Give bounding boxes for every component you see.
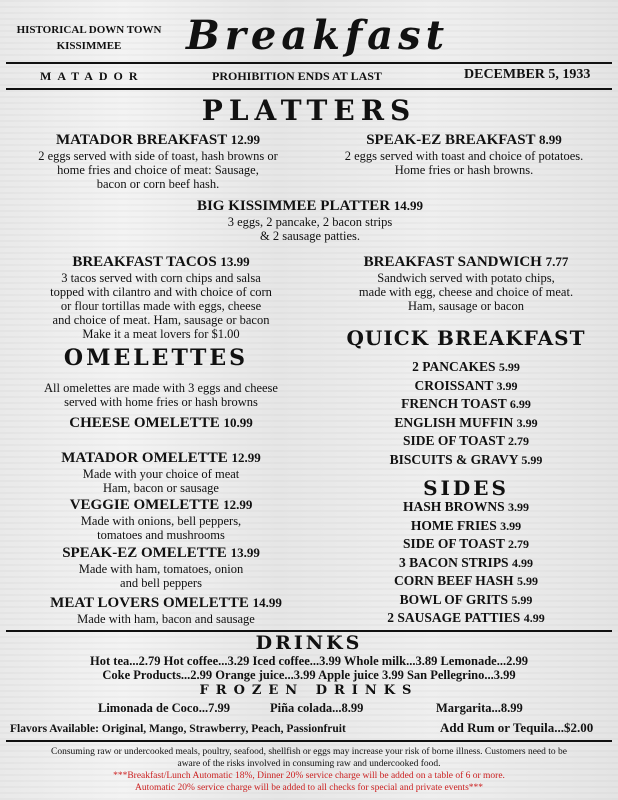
item-desc: 2 eggs served with toast and choice of potatoes. xyxy=(344,149,584,163)
item-price: 6.99 xyxy=(509,397,531,411)
item-name: MEAT LOVERS OMELETTE xyxy=(50,595,249,611)
item-price: 12.99 xyxy=(230,132,260,147)
item-name: 2 PANCAKES xyxy=(412,359,496,374)
item-desc: and choice of meat. Ham, sausage or bacon xyxy=(52,313,270,327)
platter-matador-breakfast xyxy=(6,132,310,191)
item-name: CORN BEEF HASH xyxy=(394,573,514,588)
item-name: SPEAK-EZ OMELETTE xyxy=(62,545,227,561)
list-item xyxy=(318,432,614,451)
list-item xyxy=(318,572,614,591)
item-name: BREAKFAST SANDWICH xyxy=(363,254,542,270)
item-name: ENGLISH MUFFIN xyxy=(394,414,514,430)
item-price: 13.99 xyxy=(230,545,260,560)
list-item xyxy=(318,451,614,470)
item-price: 3.99 xyxy=(500,518,522,533)
list-item xyxy=(318,498,614,517)
item-price: 5.99 xyxy=(521,452,543,467)
footer-service-charge: Automatic 20% service charge will be added to all checks for special and private events*** xyxy=(134,783,484,793)
menu-date: DECEMBER 5, 1933 xyxy=(464,67,591,82)
item-price: 3.99 xyxy=(508,500,530,514)
location-line-1: HISTORICAL DOWN TOWN xyxy=(16,24,162,36)
item-desc: Made with your choice of meat xyxy=(82,467,240,481)
item-desc: home fries and choice of meat: Sausage, xyxy=(57,163,259,177)
omelettes-intro xyxy=(6,381,316,409)
flavors-available: Flavors Available: Original, Mango, Strawberry, Peach, Passionfruit xyxy=(10,723,346,735)
item-price: 2.79 xyxy=(507,537,529,551)
list-item xyxy=(318,395,614,414)
item-name: VEGGIE OMELETTE xyxy=(69,497,220,513)
item-name: SIDE OF TOAST xyxy=(403,536,505,551)
item-name: HASH BROWNS xyxy=(402,499,505,514)
list-item xyxy=(318,535,614,554)
item-name: HOME FRIES xyxy=(410,517,497,533)
location-line-2: KISSIMMEE xyxy=(56,40,122,52)
drinks-line-2: Coke Products...2.99 Orange juice...3.99 Apple juice 3.99 San Pellegrino...3.99 xyxy=(102,668,516,682)
list-item xyxy=(318,517,614,536)
platter-breakfast-sandwich xyxy=(318,254,614,313)
item-name: BOWL OF GRITS xyxy=(399,591,508,607)
item-price: 7.77 xyxy=(545,254,569,269)
item-price: 5.99 xyxy=(498,360,520,374)
item-name: MATADOR BREAKFAST xyxy=(56,132,227,148)
item-name: BISCUITS & GRAVY xyxy=(389,451,518,467)
item-price: 8.99 xyxy=(539,132,562,147)
item-desc: topped with cilantro and with choice of corn xyxy=(50,285,272,299)
item-name: BREAKFAST TACOS xyxy=(72,254,217,270)
item-desc: 3 tacos served with corn chips and salsa xyxy=(61,271,261,285)
item-price: 10.99 xyxy=(223,415,253,430)
item-desc: made with egg, cheese and choice of meat. xyxy=(358,285,574,299)
quick-breakfast-heading: QUICK BREAKFAST xyxy=(346,326,586,350)
item-desc: Made with ham, bacon and sausage xyxy=(77,612,255,626)
item-price: 12.99 xyxy=(223,497,253,512)
item-name: 2 SAUSAGE PATTIES xyxy=(387,610,521,625)
item-desc: Made with onions, bell peppers, xyxy=(80,514,242,528)
item-desc: bacon or corn beef hash. xyxy=(96,177,220,191)
item-desc: Made with ham, tomatoes, onion xyxy=(78,562,244,576)
header-divider-top xyxy=(6,62,612,64)
platter-speakez-breakfast xyxy=(314,132,614,177)
drinks-heading: DRINKS xyxy=(255,632,363,654)
omelette-meat-lovers xyxy=(6,595,326,626)
item-price: 14.99 xyxy=(393,198,424,213)
item-price: 4.99 xyxy=(523,611,545,625)
location-label xyxy=(14,22,164,54)
platter-breakfast-tacos xyxy=(6,254,316,341)
tagline: PROHIBITION ENDS AT LAST xyxy=(212,69,382,83)
frozen-drink-margarita: Margarita...8.99 xyxy=(436,701,523,715)
item-desc: or flour tortillas made with eggs, cheese xyxy=(60,299,262,313)
item-name: CHEESE OMELETTE xyxy=(69,415,220,431)
item-desc: Sandwich served with potato chips, xyxy=(377,271,555,285)
item-desc: Ham, sausage or bacon xyxy=(408,299,524,313)
item-price: 5.99 xyxy=(516,574,538,588)
rum-tequila-addon: Add Rum or Tequila...$2.00 xyxy=(440,720,594,735)
sides-list xyxy=(318,498,614,628)
item-name: MATADOR OMELETTE xyxy=(61,450,228,466)
list-item xyxy=(318,591,614,610)
item-price: 12.99 xyxy=(231,450,261,465)
item-desc: 3 eggs, 2 pancake, 2 bacon strips xyxy=(227,215,393,229)
list-item xyxy=(318,554,614,573)
frozen-drink-pina-colada: Piña colada...8.99 xyxy=(270,701,364,715)
omelettes-intro-line: All omelettes are made with 3 eggs and cheese xyxy=(44,381,278,395)
item-desc: 2 eggs served with side of toast, hash browns or xyxy=(38,149,278,163)
footer-divider xyxy=(6,740,612,742)
item-price: 3.99 xyxy=(496,378,518,393)
platter-big-kissimmee xyxy=(100,198,520,243)
frozen-drinks-heading: FROZEN DRINKS xyxy=(199,683,419,698)
footer-service-charge: ***Breakfast/Lunch Automatic 18%, Dinner 20% service charge will be added on a table of 6 or more. xyxy=(113,771,505,781)
item-name: 3 BACON STRIPS xyxy=(399,554,509,570)
header-divider-bottom xyxy=(6,88,612,90)
item-name: BIG KISSIMMEE PLATTER xyxy=(196,198,391,214)
page-title: Breakfast xyxy=(186,12,450,59)
item-name: SIDE OF TOAST xyxy=(403,433,505,448)
item-price: 3.99 xyxy=(516,415,538,430)
platters-heading: PLATTERS xyxy=(201,94,417,127)
omelette-speakez xyxy=(6,545,316,590)
item-name: SPEAK-EZ BREAKFAST xyxy=(366,132,536,148)
footer-disclaimer xyxy=(6,746,612,794)
list-item xyxy=(318,609,614,628)
item-desc: and bell peppers xyxy=(120,576,202,590)
item-price: 4.99 xyxy=(511,555,533,570)
item-price: 13.99 xyxy=(220,254,250,269)
omelettes-heading: OMELETTES xyxy=(63,345,249,371)
footer-line: Consuming raw or undercooked meals, poultry, seafood, shellfish or eggs may increase your risk of borne illness. Customers need to be xyxy=(51,747,567,757)
list-item xyxy=(318,377,614,396)
sides-heading: SIDES xyxy=(423,476,509,500)
item-name: CROISSANT xyxy=(414,377,494,393)
quick-breakfast-list xyxy=(318,358,614,469)
item-desc: & 2 sausage patties. xyxy=(260,229,360,243)
list-item xyxy=(318,414,614,433)
item-desc: Home fries or hash browns. xyxy=(394,163,534,177)
drinks-line-1: Hot tea...2.79 Hot coffee...3.29 Iced coffee...3.99 Whole milk...3.89 Lemonade...2.99 xyxy=(90,654,528,668)
omelette-cheese xyxy=(6,415,316,432)
omelette-veggie xyxy=(6,497,316,542)
omelettes-intro-line: served with home fries or hash browns xyxy=(64,395,258,409)
footer-line: aware of the risks involved in consuming raw and undercooked food. xyxy=(177,759,441,769)
item-desc: Ham, bacon or sausage xyxy=(103,481,219,495)
list-item xyxy=(318,358,614,377)
frozen-drink-coco: Limonada de Coco...7.99 xyxy=(98,701,230,715)
item-desc: tomatoes and mushrooms xyxy=(97,528,225,542)
item-desc: Make it a meat lovers for $1.00 xyxy=(82,327,240,341)
item-name: FRENCH TOAST xyxy=(401,396,507,411)
omelette-matador xyxy=(6,450,316,495)
item-price: 14.99 xyxy=(252,595,282,610)
item-price: 2.79 xyxy=(507,434,529,448)
item-price: 5.99 xyxy=(511,592,533,607)
brand-name: MATADOR xyxy=(40,69,144,83)
